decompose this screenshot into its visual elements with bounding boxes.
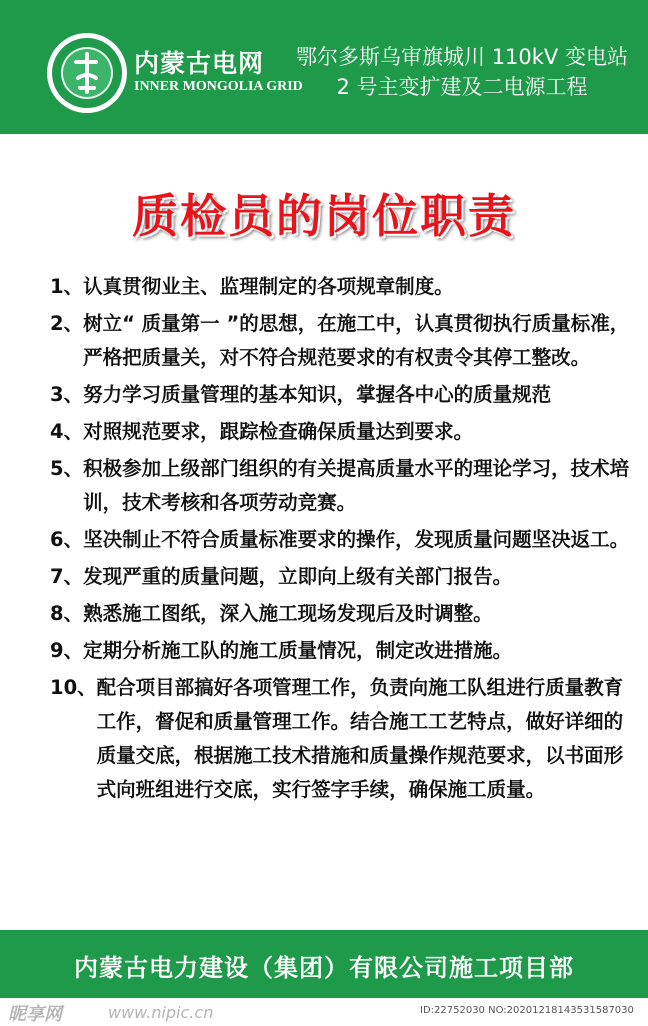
watermark-logo: 昵享网 bbox=[8, 1004, 62, 1025]
watermark-url: www.nipic.cn bbox=[108, 1003, 214, 1022]
list-item bbox=[50, 307, 640, 375]
list-item bbox=[50, 378, 640, 412]
project-name bbox=[282, 42, 642, 102]
header-banner bbox=[0, 0, 648, 134]
list-item bbox=[50, 270, 640, 304]
watermark-id: ID:22752030 NO:20201218143531587030 bbox=[420, 1005, 634, 1016]
project-line-2: 2 号主变扩建及二电源工程 bbox=[336, 75, 588, 99]
footer-banner bbox=[0, 930, 648, 998]
item-number: 2、 bbox=[50, 312, 84, 335]
item-text: 熟悉施工图纸，深入施工现场发现后及时调整。 bbox=[83, 602, 493, 625]
item-number: 5、 bbox=[50, 457, 84, 480]
list-item bbox=[50, 671, 640, 807]
item-text: 树立“ 质量第一 ”的思想，在施工中，认真贯彻执行质量标准，严格把质量关，对不符合规范要求的有权责令其停工整改。 bbox=[83, 312, 630, 369]
item-number: 1、 bbox=[50, 275, 84, 298]
item-text: 对照规范要求，跟踪检查确保质量达到要求。 bbox=[83, 420, 474, 443]
project-line-1: 鄂尔多斯乌审旗城川 110kV 变电站 bbox=[296, 45, 628, 69]
item-text: 定期分析施工队的施工质量情况，制定改进措施。 bbox=[83, 639, 513, 662]
list-item bbox=[50, 560, 640, 594]
footer-company-name: 内蒙古电力建设（集团）有限公司施工项目部 bbox=[74, 954, 574, 982]
item-text: 坚决制止不符合质量标准要求的操作，发现质量问题坚决返工。 bbox=[83, 528, 630, 551]
item-number: 8、 bbox=[50, 602, 84, 625]
item-text: 配合项目部搞好各项管理工作，负责向施工队组进行质量教育工作，督促和质量管理工作。结合施工工艺特点，做好详细的质量交底，根据施工技术措施和质量操作规范要求，以书面形式向班组进行交底，实行签字手续，确保施工质量。 bbox=[96, 676, 624, 801]
duties-list bbox=[50, 270, 640, 810]
item-number: 3、 bbox=[50, 383, 84, 406]
item-number: 10、 bbox=[50, 676, 97, 699]
list-item bbox=[50, 634, 640, 668]
list-item bbox=[50, 523, 640, 557]
item-number: 7、 bbox=[50, 565, 84, 588]
brand-name-cn: 内蒙古电网 bbox=[134, 49, 265, 78]
list-item bbox=[50, 452, 640, 520]
list-item bbox=[50, 415, 640, 449]
item-number: 4、 bbox=[50, 420, 84, 443]
item-text: 努力学习质量管理的基本知识，掌握各中心的质量规范 bbox=[83, 383, 552, 406]
watermark-bar bbox=[0, 998, 648, 1024]
brand-name-en: INNER MONGOLIA GRID bbox=[134, 79, 303, 94]
item-text: 认真贯彻业主、监理制定的各项规章制度。 bbox=[83, 275, 454, 298]
page-title: 质检员的岗位职责 bbox=[132, 189, 516, 243]
list-item bbox=[50, 597, 640, 631]
item-number: 6、 bbox=[50, 528, 84, 551]
item-text: 积极参加上级部门组织的有关提高质量水平的理论学习，技术培训，技术考核和各项劳动竞赛。 bbox=[83, 457, 630, 514]
inner-mongolia-grid-logo-icon bbox=[46, 32, 128, 114]
item-number: 9、 bbox=[50, 639, 84, 662]
item-text: 发现严重的质量问题，立即向上级有关部门报告。 bbox=[83, 565, 513, 588]
